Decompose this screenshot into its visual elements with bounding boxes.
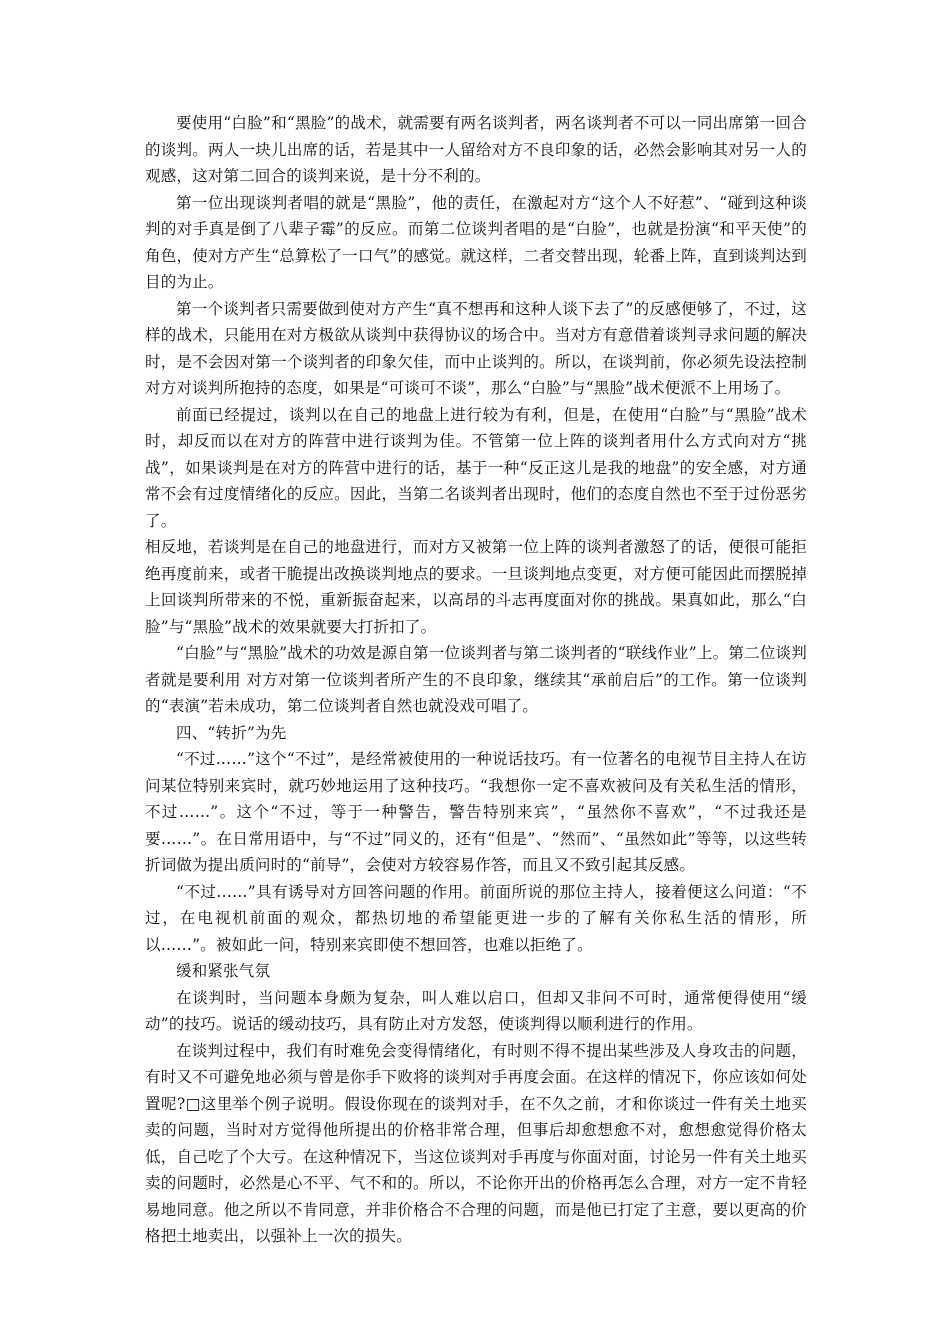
paragraph-7: “不过……”这个“不过”，是经常被使用的一种说话技巧。有一位著名的电视节目主持人在访问某位特别来宾时，就巧妙地运用了这种技巧。“我想你一定不喜欢被问及有关私生活的情形，不过……”。这个“不过，等于一种警告，警告特别来宾”，“虽然你不喜欢”，“不过我还是要……”。在日常用语中，与“不过”同义的，还有“但是”、“然而”、“虽然如此”等等，以这些转折词做为提出质问时的“前导”，会使对方较容易作答，而且又不致引起其反感。: [145, 750, 807, 874]
paragraph-1: 要使用“白脸”和“黑脸”的战术，就需要有两名谈判者，两名谈判者不可以一同出席第一回合的谈判。两人一块儿出席的话，若是其中一人留给对方不良印象的话，必然会影响其对另一人的观感，这对第二回合的谈判来说，是十分不利的。: [145, 114, 807, 185]
paragraph-6: “白脸”与“黑脸”战术的功效是源自第一位谈判者与第二谈判者的“联线作业”上。第二位谈判者就是要利用 对方对第一位谈判者所产生的不良印象，继续其“承前启后”的工作。第一位谈判的“表演”若未成功，第二位谈判者自然也就没戏可唱了。: [145, 644, 807, 715]
paragraph-9: 在谈判时，当问题本身颇为复杂，叫人难以启口，但却又非问不可时，通常便得使用“缓动”的技巧。说话的缓动技巧，具有防止对方发怒，使谈判得以顺利进行的作用。: [145, 988, 807, 1033]
paragraph-10: 在谈判过程中，我们有时难免会变得情绪化，有时则不得不提出某些涉及人身攻击的问题，有时又不可避免地必须与曾是你手下败将的谈判对手再度会面。在这样的情况下，你应该如何处置呢?□这里举个例子说明。假设你现在的谈判对手，在不久之前，才和你谈过一件有关土地买卖的问题，当时对方觉得他所提出的价格非常合理，但事后却愈想愈不对，愈想愈觉得价格太低，自己吃了个大亏。在这种情况下，当这位谈判对手再度与你面对面，讨论另一件有关土地买卖的问题时，必然是心不平、气不和的。所以，不论你开出的价格再怎么合理，对方一定不肯轻易地同意。他之所以不肯同意，并非价格合不合理的问题，而是他已打定了主意，要以更高的价格把土地卖出，以强补上一次的损失。: [145, 1041, 807, 1245]
paragraph-2: 第一位出现谈判者唱的就是“黑脸”，他的责任，在激起对方“这个人不好惹”、“碰到这种谈判的对手真是倒了八辈子霉”的反应。而第二位谈判者唱的是“白脸”，也就是扮演“和平天使”的角色，使对方产生“总算松了一口气”的感觉。就这样，二者交替出现，轮番上阵，直到谈判达到目的为止。: [145, 193, 807, 291]
paragraph-3: 第一个谈判者只需要做到使对方产生“真不想再和这种人谈下去了”的反感便够了，不过，这样的战术，只能用在对方极欲从谈判中获得协议的场合中。当对方有意借着谈判寻求问题的解决时，是不会因对第一个谈判者的印象欠佳，而中止谈判的。所以，在谈判前，你必须先设法控制对方对谈判所抱持的态度，如果是“可谈可不谈”，那么“白脸”与“黑脸”战术便派不上用场了。: [145, 299, 807, 397]
paragraph-5: 相反地，若谈判是在自己的地盘进行，而对方又被第一位上阵的谈判者激怒了的话，便很可能拒绝再度前来，或者干脆提出改换谈判地点的要求。一旦谈判地点变更，对方便可能因此而摆脱掉上回谈判所带来的不悦，重新振奋起来，以高昂的斗志再度面对你的挑战。果真如此，那么“白脸”与“黑脸”战术的效果就要大打折扣了。: [145, 538, 807, 636]
paragraph-8: “不过……”具有诱导对方回答问题的作用。前面所说的那位主持人，接着便这么问道：“不过，在电视机前面的观众，都热切地的希望能更进一步的了解有关你私生活的情形，所以……”。被如此一问，特别来宾即使不想回答，也难以拒绝了。: [145, 882, 807, 954]
paragraph-4: 前面已经提过，谈判以在自己的地盘上进行较为有利，但是，在使用“白脸”与“黑脸”战术时，却反而以在对方的阵营中进行谈判为佳。不管第一位上阵的谈判者用什么方式向对方“挑战”，如果谈判是在对方的阵营中进行的话，基于一种“反正这儿是我的地盘”的安全感，对方通常不会有过度情绪化的反应。因此，当第二名谈判者出现时，他们的态度自然也不至于过份恶劣了。: [145, 405, 807, 530]
section-heading-4: 四、“转折”为先: [176, 723, 287, 742]
document-body: [145, 110, 807, 1250]
section-heading-ease-tension: 缓和紧张气氛: [176, 962, 271, 980]
